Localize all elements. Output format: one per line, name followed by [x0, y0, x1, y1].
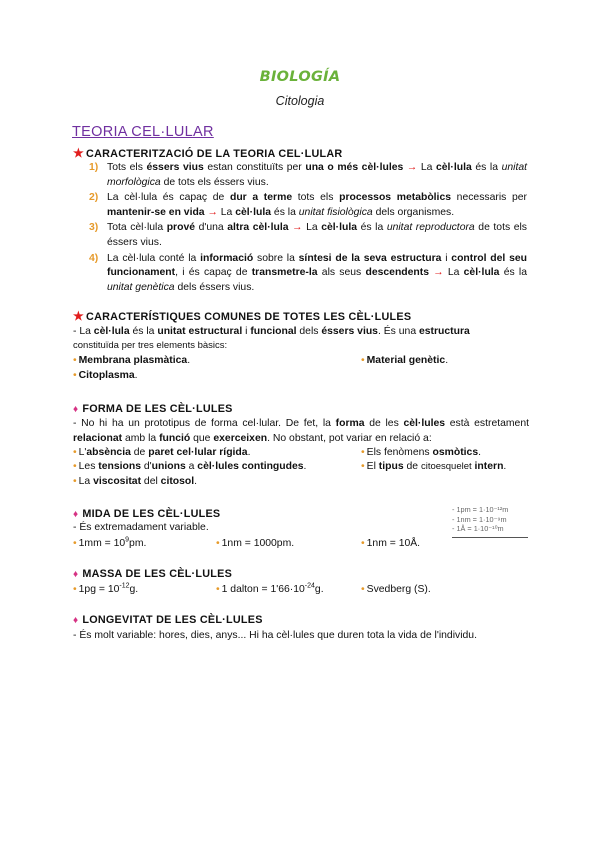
list-number: 4): [89, 252, 99, 264]
list-item: 1) Tots els éssers vius estan constituïts per una o més cèl·lules → La cèl·lula és la unitat morfològica de tots els éssers vius.: [89, 162, 527, 188]
list-item: 2) La cèl·lula és capaç de dur a terme tots els processos metabòlics necessaris per mantenir-se en vida → La cèl·lula és la unitat fisiològica dels organismes.: [89, 192, 527, 218]
bullet-icon: •: [73, 538, 77, 549]
list-item: • 1 dalton = $1'66\cdot 10^{-24}g$.: [216, 582, 324, 595]
document-subtitle: Citologia: [275, 94, 325, 108]
conversion-line: - 1pm = 1·10⁻¹²m: [452, 505, 509, 514]
conversion-line: - 1Å = 1·10⁻¹⁰m: [452, 524, 504, 533]
caracteristiques-intro: - La cèl·lula és la unitat estructural i funcional dels éssers vius. És una estructura: [73, 326, 470, 337]
list-item: 3) Tota cèl·lula prové d'una altra cèl·lula → La cèl·lula és la unitat reproductora de tots els éssers vius.: [89, 222, 528, 248]
bullet-icon: •: [361, 584, 365, 595]
arrow-icon: →: [406, 162, 418, 173]
bullet-icon: •: [73, 355, 77, 366]
heading-longevitat: [73, 613, 263, 629]
bullet-icon: •: [361, 461, 365, 472]
list-number: 2): [89, 192, 99, 204]
document-title: BIOLOGÍA: [259, 69, 341, 85]
mida-intro: - És extremadament variable.: [73, 522, 209, 533]
heading-caracteristiques: [73, 309, 411, 325]
list-item: • El tipus de citoesquelet intern.: [361, 461, 507, 472]
star-icon: ★: [73, 146, 85, 160]
list-item: • Les tensions d'unions a cèl·lules contingudes.: [73, 461, 307, 472]
heading-text: MIDA DE LES CÈL·LULES: [82, 508, 221, 520]
list-item: 4) La cèl·lula conté la informació sobre la síntesi de la seva estructura i control del seu funcionament, i és capaç de transmetre-la als seus descendents → La cèl·lula és la unitat genètica dels éssers vius.: [89, 252, 527, 293]
arrow-icon: →: [292, 222, 303, 234]
list-item: • Svedberg (S).: [361, 584, 431, 595]
list-item: • 1nm = 10Å.: [361, 538, 421, 549]
arrow-icon: →: [207, 206, 218, 218]
list-item: • Membrana plasmàtica.: [73, 355, 191, 366]
bullet-icon: •: [73, 447, 77, 458]
heading-caracteritzacio: [73, 146, 342, 162]
list-item: • L'absència de paret cel·lular rígida.: [73, 447, 251, 458]
diamond-icon: ♦: [73, 509, 79, 520]
bullet-icon: •: [361, 447, 365, 458]
diamond-icon: ♦: [73, 404, 79, 415]
star-icon: ★: [73, 309, 85, 323]
heading-text: CARACTERITZACIÓ DE LA TEORIA CEL·LULAR: [86, 148, 343, 160]
section-title-teoria: TEORIA CEL·LULAR: [72, 124, 214, 140]
bullet-icon: •: [361, 538, 365, 549]
bullet-icon: •: [216, 584, 220, 595]
bullet-icon: •: [73, 584, 77, 595]
list-item: • 1nm = 1000pm.: [216, 538, 295, 549]
arrow-icon: →: [433, 267, 444, 279]
list-number: 3): [89, 222, 99, 234]
forma-intro: - No hi ha un prototipus de forma cel·lular. De fet, la forma de les cèl·lules està estretament relacionat amb la funció que exerceixen. No obstant, pot variar en relació a:: [73, 418, 529, 444]
bullet-icon: •: [73, 370, 77, 381]
bullet-icon: •: [73, 476, 77, 487]
list-item: • Els fenòmens osmòtics.: [361, 447, 481, 458]
bullet-icon: •: [73, 461, 77, 472]
longevitat-text: - És molt variable: hores, dies, anys... Hi ha cèl·lules que duren tota la vida de l'individu.: [73, 630, 477, 641]
list-item: • Material genètic.: [361, 355, 449, 366]
list-item: • $1mm = 10^9pm$.: [73, 536, 147, 549]
caracteristiques-intro-2: constituïda per tres elements bàsics:: [73, 340, 228, 351]
caracteritzacio-list: [89, 161, 527, 296]
list-item: • Citoplasma.: [73, 370, 138, 381]
heading-massa: [73, 567, 232, 583]
heading-text: CARACTERÍSTIQUES COMUNES DE TOTES LES CÈL·LULES: [86, 311, 412, 323]
list-item: • $1pg = 10^{-12}g$.: [73, 582, 139, 595]
list-number: 1): [89, 162, 99, 173]
bullet-icon: •: [216, 538, 220, 549]
diamond-icon: ♦: [73, 615, 79, 626]
conversion-line: - 1nm = 1·10⁻⁹m: [452, 514, 507, 524]
heading-text: LONGEVITAT DE LES CÈL·LULES: [82, 614, 263, 626]
diamond-icon: ♦: [73, 569, 79, 580]
heading-text: FORMA DE LES CÈL·LULES: [82, 403, 233, 415]
list-item: • La viscositat del citosol.: [73, 476, 198, 487]
heading-forma: [73, 402, 233, 418]
bullet-icon: •: [361, 355, 365, 366]
heading-text: MASSA DE LES CÈL·LULES: [82, 568, 233, 580]
